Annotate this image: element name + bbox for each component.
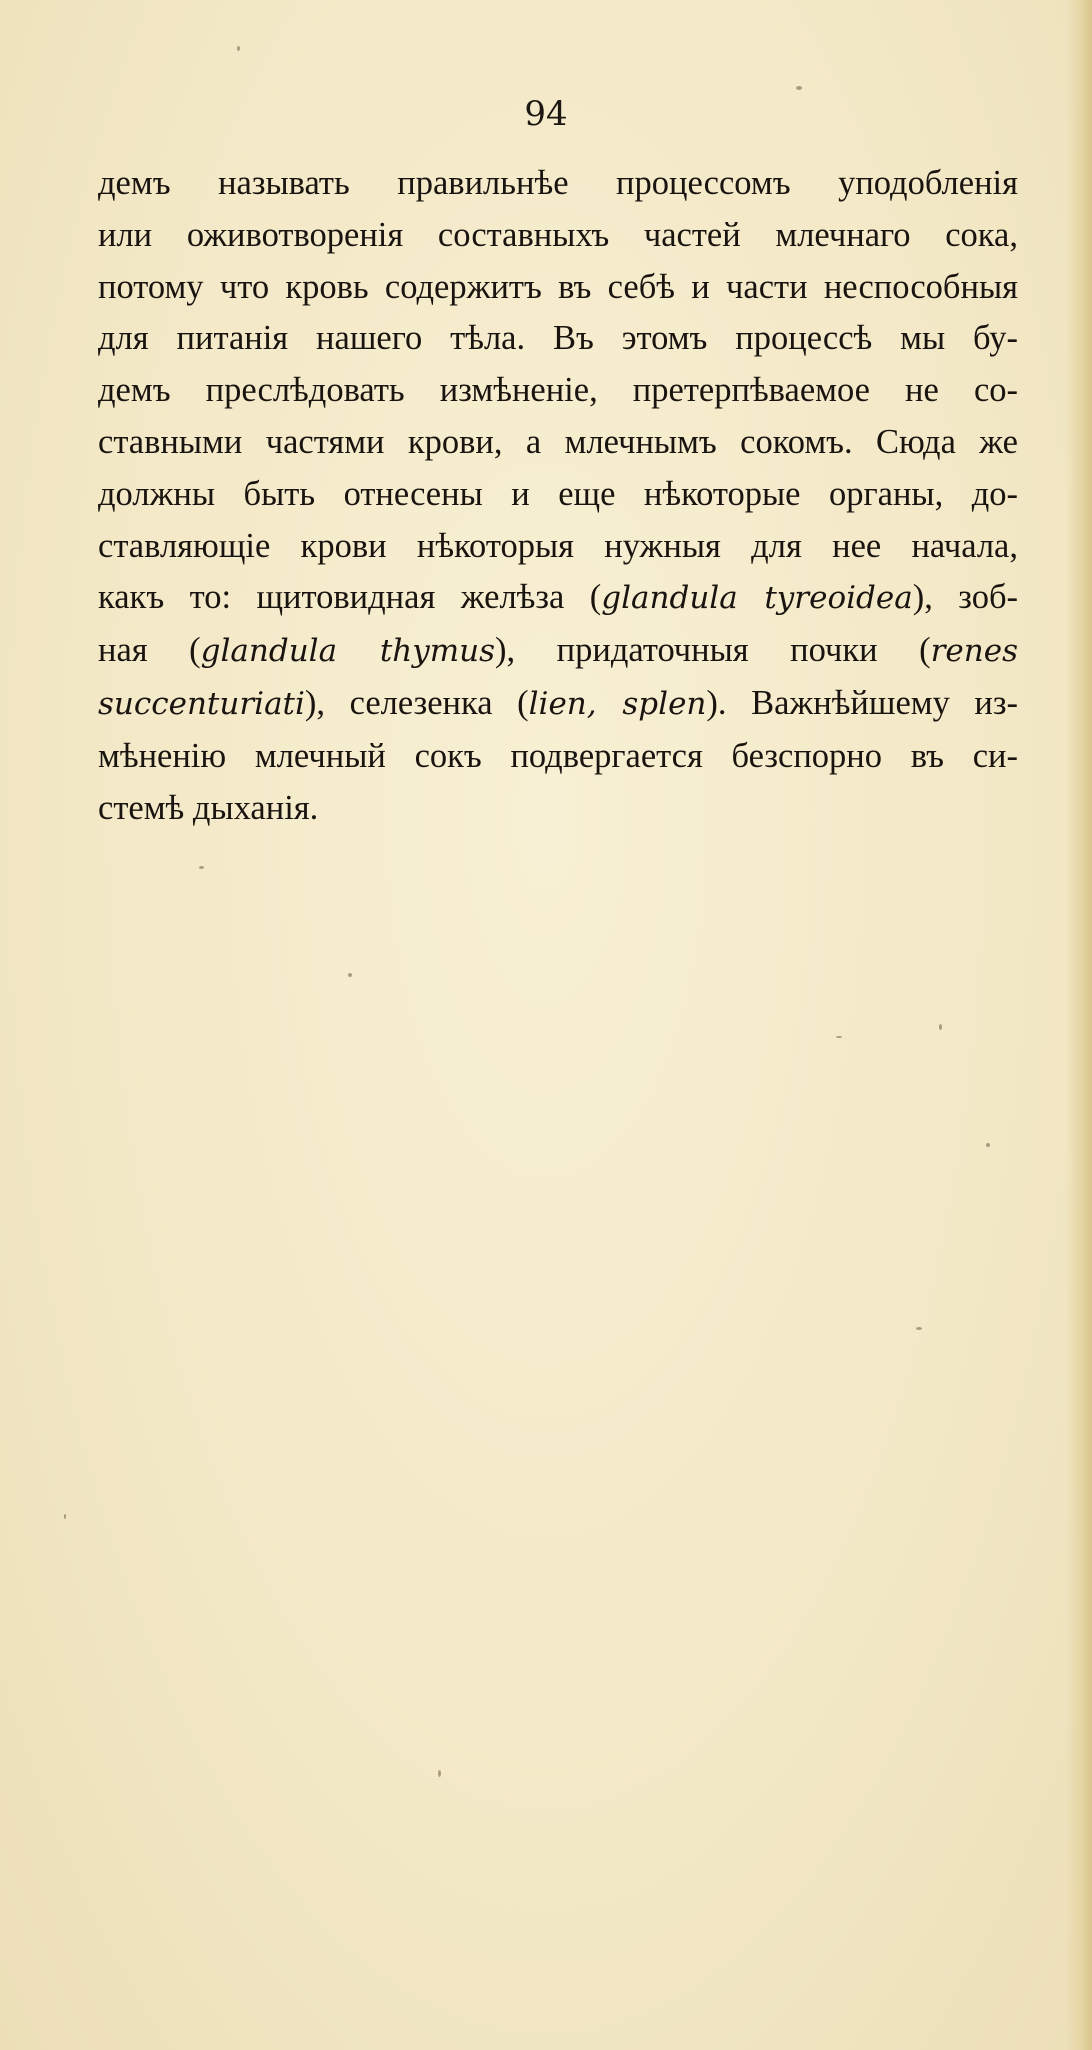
- text-line: ставными частями крови, а млечнымъ сокомъ. Сюда же: [98, 422, 1018, 461]
- text-line: succenturiati), селезенка (lien, splen). Важнѣйшему из-: [98, 683, 1018, 722]
- paper-speck: [939, 1024, 942, 1030]
- text-line: демъ преслѣдовать измѣненіе, претерпѣваемое не со-: [98, 371, 1018, 410]
- text-line: потому что кровь содержитъ въ себѣ и части неспособныя: [98, 267, 1018, 306]
- paper-speck: [199, 866, 204, 869]
- paper-speck: [986, 1143, 990, 1147]
- paper-speck: [348, 973, 352, 977]
- text-line: для питанія нашего тѣла. Въ этомъ процессѣ мы бу-: [98, 319, 1018, 358]
- text-line: ная (glandula thymus), придаточныя почки (renes: [98, 631, 1018, 670]
- text-line: демъ называть правильнѣе процессомъ уподобленія: [98, 164, 1018, 202]
- text-line: должны быть отнесены и еще нѣкоторые органы, до-: [98, 474, 1018, 513]
- page-edge-shadow: [1066, 0, 1092, 2050]
- text-line: какъ то: щитовидная желѣза (glandula tyreoidea), зоб-: [98, 578, 1018, 617]
- body-paragraph: [98, 158, 1018, 834]
- page-number: 94: [524, 94, 568, 134]
- paper-speck: [796, 86, 802, 90]
- paper-speck: [438, 1770, 441, 1777]
- paper-speck: [836, 1036, 842, 1038]
- latin-term: glandula thymus: [200, 633, 496, 670]
- text-line: мѣненію млечный сокъ подвергается безспорно въ си-: [98, 736, 1018, 775]
- text-line: или оживотворенія составныхъ частей млечнаго сока,: [98, 215, 1018, 254]
- paper-speck: [237, 46, 240, 51]
- latin-term: succenturiati: [98, 685, 305, 722]
- latin-term: glandula tyreoidea: [601, 580, 913, 617]
- text-line: стемѣ дыханія.: [98, 788, 319, 827]
- paper-speck: [64, 1514, 66, 1519]
- latin-term: renes: [930, 633, 1018, 670]
- latin-term: lien, splen: [528, 685, 707, 722]
- text-line: ставляющіе крови нѣкоторыя нужныя для нее начала,: [98, 526, 1018, 565]
- paper-speck: [916, 1327, 922, 1330]
